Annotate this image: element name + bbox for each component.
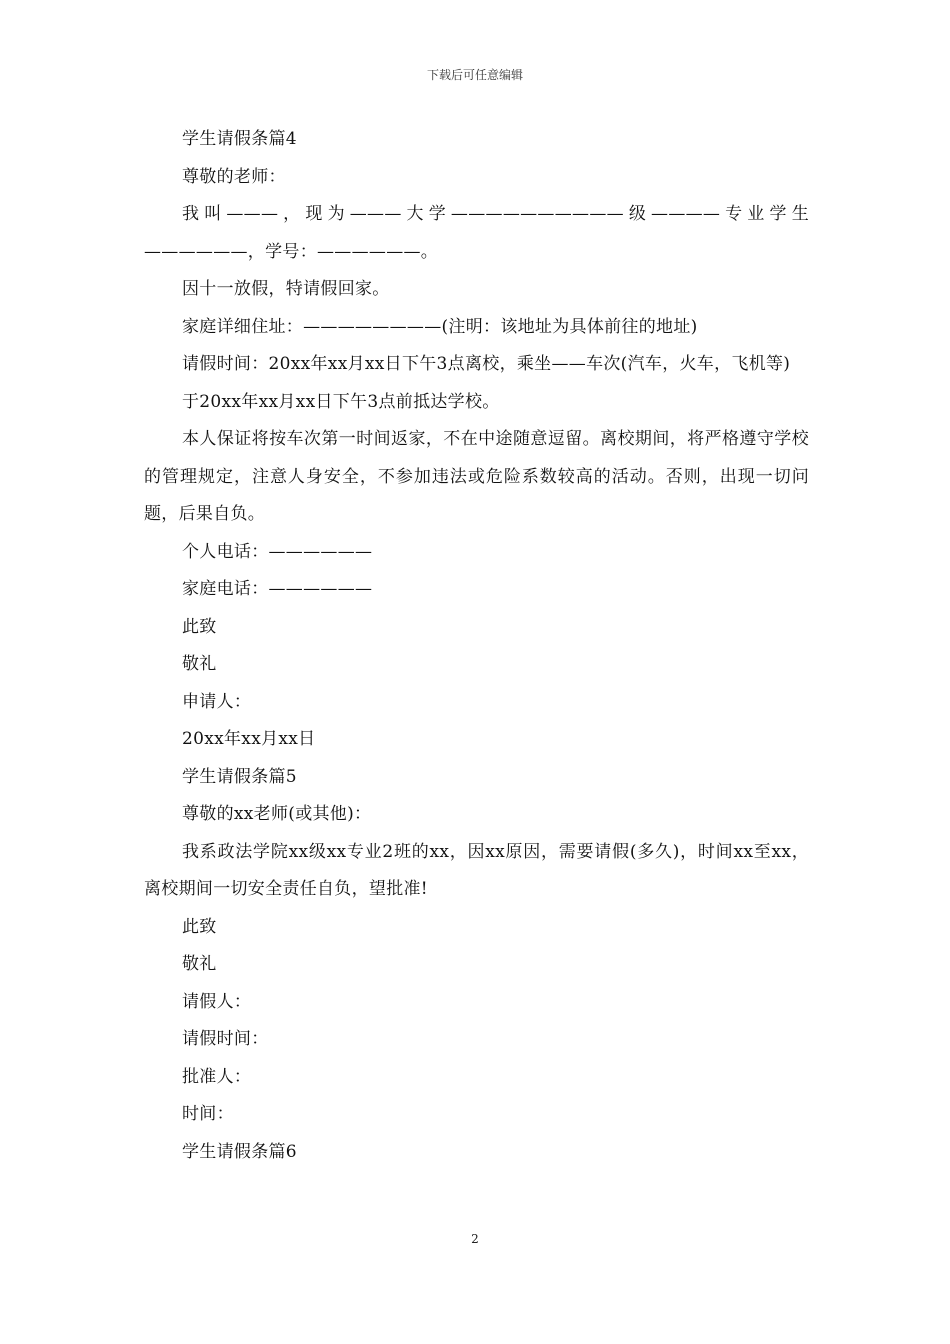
closing-jing-li: 敬礼 [182,654,217,674]
paragraph-pledge: 本人保证将按车次第一时间返家，不在中途随意逗留。离校期间，将严格遵守学校的管理规定，注意人身安全，不参加违法或危险系数较高的活动。否则，出现一切问题，后果自负。 [144,429,809,524]
paragraph-request-5: 我系政法学院xx级xx专业2班的xx，因xx原因，需要请假(多久)，时间xx至xx，离校期间一切安全责任自负，望批准! [144,841,809,899]
applicant: 申请人： [182,691,252,712]
leave-requester: 请假人： [182,991,252,1012]
closing-ci-zhi-5: 此致 [182,916,217,937]
page-header: 下载后可任意编辑 [426,68,523,82]
paragraph-leave-time: 请假时间：20xx年xx月xx日下午3点离校，乘坐——车次(汽车，火车，飞机等) [182,354,791,374]
paragraph-reason: 因十一放假，特请假回家。 [182,279,390,299]
document-body [144,121,809,1171]
personal-phone: 个人电话：—————— [182,541,373,562]
leave-time-field: 请假时间： [182,1029,269,1049]
paragraph-address: 家庭详细住址：————————(注明：该地址为具体前往的地址) [182,316,698,337]
paragraph-return-time: 于20xx年xx月xx日下午3点前抵达学校。 [182,391,500,412]
section-title-6: 学生请假条篇6 [182,1141,297,1162]
page-number: 2 [471,1232,479,1246]
paragraph-intro: 我叫———，现为———大学——————————级————专业学生——————，学号：——————。 [144,204,809,262]
closing-ci-zhi: 此致 [182,616,217,637]
salutation-5: 尊敬的xx老师(或其他)： [182,804,372,824]
approver-field: 批准人： [182,1066,252,1087]
section-title-4: 学生请假条篇4 [182,129,297,149]
date-line: 20xx年xx月xx日 [182,729,316,749]
salutation: 尊敬的老师： [182,166,286,187]
closing-jing-li-5: 敬礼 [182,954,217,974]
time-field: 时间： [182,1104,234,1124]
section-title-5: 学生请假条篇5 [182,766,297,787]
home-phone: 家庭电话：—————— [182,579,373,599]
